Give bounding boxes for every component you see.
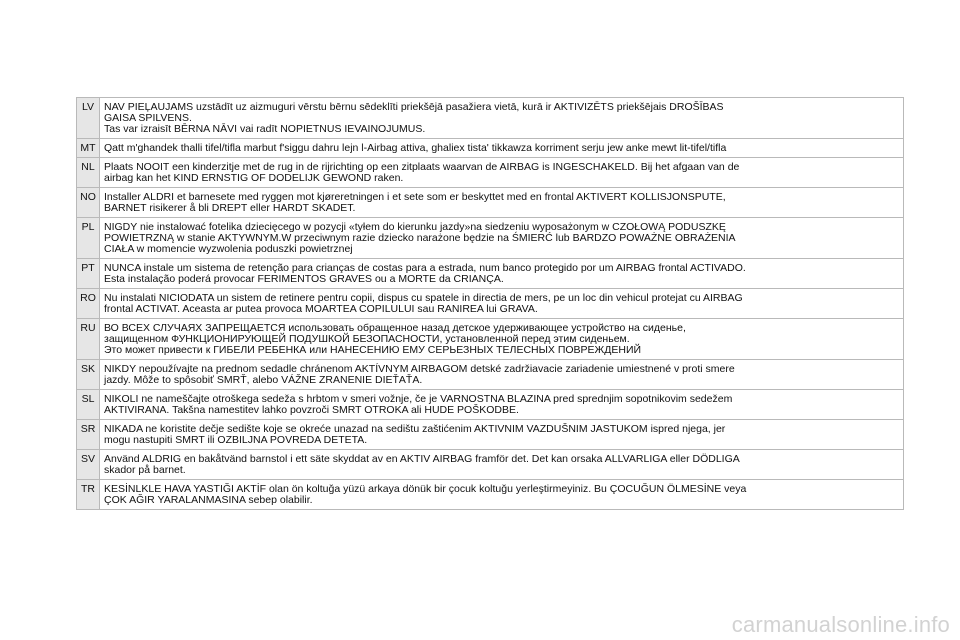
warning-text: NIKDY nepoužívajte na prednom sedadle chránenom AKTÍVNYM AIRBAGOM detské zadržiavacie zariadenie umiestnené v proti smere jazdy. Môže to spôsobiť SMRŤ, alebo VÁŽNE ZRANENIE DIEŤAŤA. [100,360,904,390]
warning-text: ВО ВСЕХ СЛУЧАЯХ ЗАПРЕЩАЕТСЯ использовать обращенное назад детское удерживающее устройство на сиденье, защищенном ФУНКЦИОНИРУЮЩЕЙ ПОДУШКОЙ БЕЗОПАСНОСТИ, установленной перед этим сиденьем. Это может привести к ГИБЕЛИ РЕБЕНКА или НАНЕСЕНИЮ ЕМУ СЕРЬЕЗНЫХ ТЕЛЕСНЫХ ПОВРЕЖДЕНИЙ [100,319,904,360]
warning-text: NIKOLI ne nameščajte otroškega sedeža s hrbtom v smeri vožnje, če je VARNOSTNA BLAZINA pred sprednjim sopotnikovim sedežem AKTIVIRANA. Takšna namestitev lahko povzroči SMRT OTROKA ali HUDE POŠKODBE. [100,390,904,420]
table-row [77,289,904,319]
language-code: NL [77,158,100,188]
table-row [77,420,904,450]
table-row [77,98,904,139]
table-row [77,319,904,360]
language-code: PT [77,259,100,289]
warning-text: Nu instalati NICIODATA un sistem de retinere pentru copii, dispus cu spatele in directia de mers, pe un loc din vehicul protejat cu AIRBAG frontal ACTIVAT. Aceasta ar putea provoca MOARTEA COPILULUI sau RANIREA lui GRAVA. [100,289,904,319]
language-code: MT [77,139,100,158]
warning-text: KESİNLKLE HAVA YASTIĞI AKTİF olan ön koltuğa yüzü arkaya dönük bir çocuk koltuğu yerleştirmeyiniz. Bu ÇOCUĞUN ÖLMESİNE veya ÇOK AĞIR YARALANMASINA sebep olabilir. [100,480,904,510]
warning-text: NUNCA instale um sistema de retenção para crianças de costas para a estrada, num banco protegido por um AIRBAG frontal ACTIVADO. Esta instalação poderá provocar FERIMENTOS GRAVES ou a MORTE da CRIANÇA. [100,259,904,289]
table-row [77,158,904,188]
language-code: TR [77,480,100,510]
table-row [77,188,904,218]
warning-text: NAV PIEĻAUJAMS uzstādīt uz aizmuguri vērstu bērnu sēdeklīti priekšējā pasažiera vietā, kurā ir AKTIVIZĒTS priekšējais DROŠĪBAS GAISA SPILVENS. Tas var izraisīt BĒRNA NĀVI vai radīt NOPIETNUS IEVAINOJUMUS. [100,98,904,139]
warning-text: Qatt m'ghandek thalli tifel/tifla marbut f'siggu dahru lejn l-Airbag attiva, ghaliex tista' tikkawza korriment serju jew anke mewt lit-tifel/tifla [100,139,904,158]
language-code: SR [77,420,100,450]
warning-text: Använd ALDRIG en bakåtvänd barnstol i ett säte skyddat av en AKTIV AIRBAG framför det. Det kan orsaka ALLVARLIGA eller DÖDLIGA skador på barnet. [100,450,904,480]
table-row [77,139,904,158]
table-row [77,390,904,420]
language-code: RU [77,319,100,360]
language-code: SV [77,450,100,480]
table-row [77,480,904,510]
warning-text: NIGDY nie instalować fotelika dziecięcego w pozycji «tyłem do kierunku jazdy»na siedzeniu wyposażonym w CZOŁOWĄ PODUSZKĘ POWIETRZNĄ w stanie AKTYWNYM.W przeciwnym razie dziecko narażone będzie na ŚMIERĆ lub BARDZO POWAŻNE OBRAŻENIA CIAŁA w momencie wyzwolenia poduszki powietrznej [100,218,904,259]
warning-text: Plaats NOOIT een kinderzitje met de rug in de rijrichting op een zitplaats waarvan de AIRBAG is INGESCHAKELD. Bij het afgaan van de airbag kan het KIND ERNSTIG OF DODELIJK GEWOND raken. [100,158,904,188]
table-row [77,360,904,390]
table-row [77,259,904,289]
table-row [77,450,904,480]
warning-text: Installer ALDRI et barnesete med ryggen mot kjøreretningen i et sete som er beskyttet med en frontal AKTIVERT KOLLISJONSPUTE, BARNET risikerer å bli DREPT eller HARDT SKADET. [100,188,904,218]
language-code: PL [77,218,100,259]
language-code: RO [77,289,100,319]
language-code: SK [77,360,100,390]
airbag-warning-table [76,97,904,510]
language-code: LV [77,98,100,139]
table-row [77,218,904,259]
warning-text: NIKADA ne koristite dečje sedište koje se okreće unazad na sedištu zaštićenim AKTIVNIM VAZDUŠNIM JASTUKOM ispred njega, jer mogu nastupiti SMRT ili OZBILJNA POVREDA DETETA. [100,420,904,450]
language-code: SL [77,390,100,420]
watermark: carmanualsonline.info [731,612,950,637]
language-code: NO [77,188,100,218]
